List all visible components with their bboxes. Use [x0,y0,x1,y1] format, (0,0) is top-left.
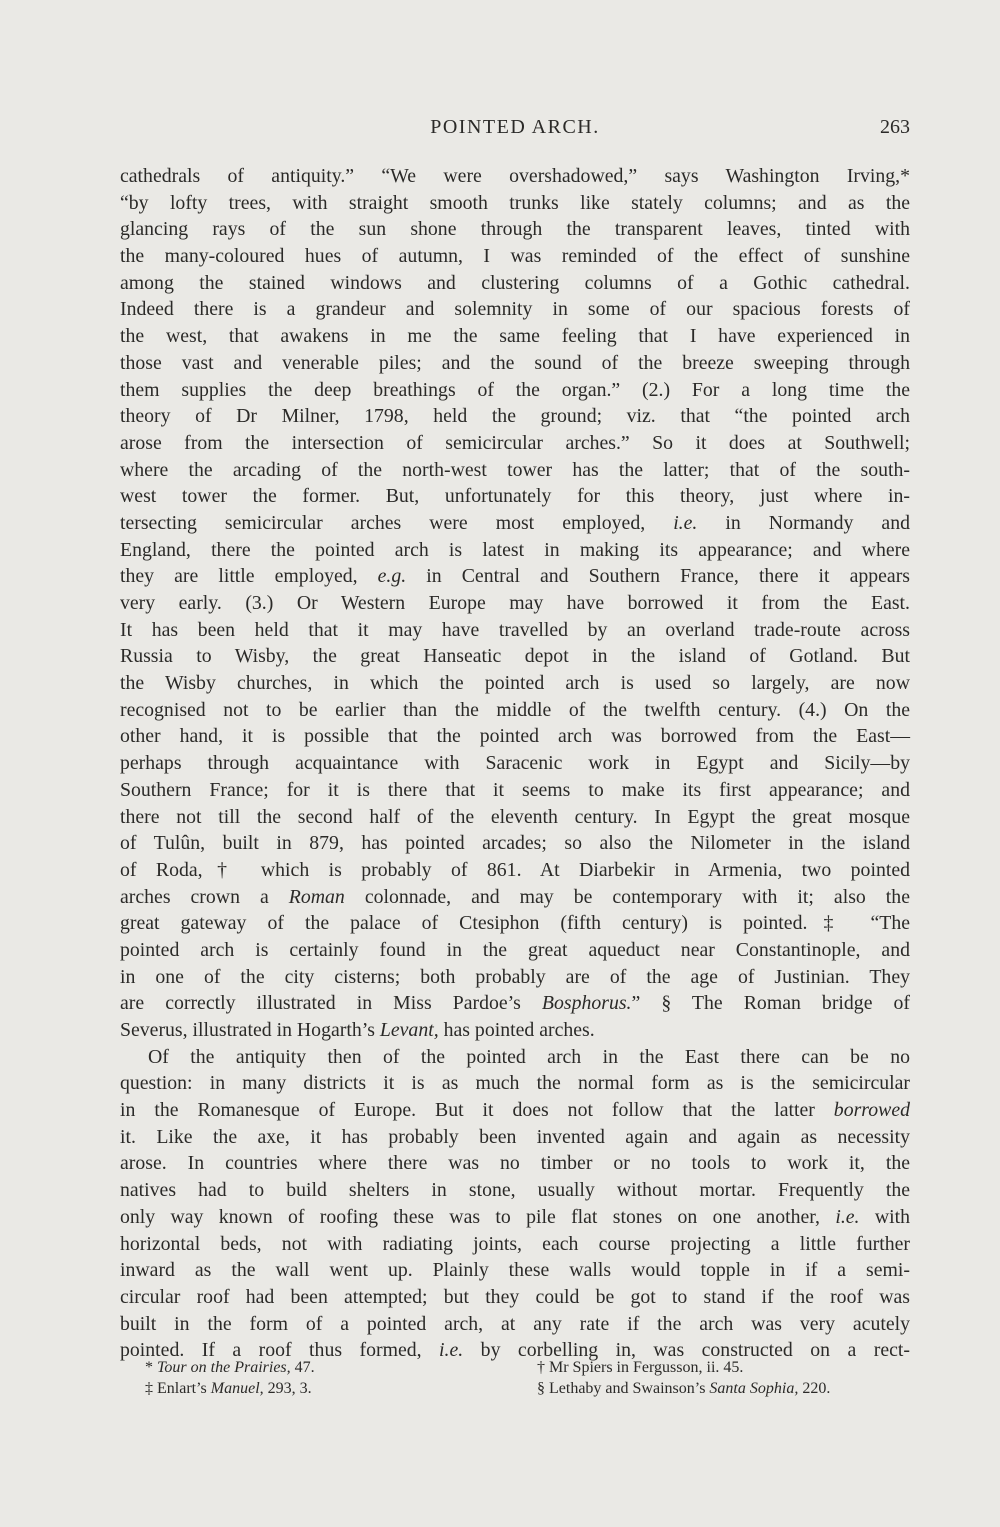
text-line: It has been held that it may have travelled by an overland trade-route across [120,618,910,641]
footnote-1: * Tour on the Prairies, 47. [145,1359,315,1376]
text-run: Severus, illustrated in Hogarth’s [120,1019,380,1041]
text-line: theory of Dr Milner, 1798, held the ground; viz. that “the pointed arch [120,405,910,428]
text-line: recognised not to be earlier than the middle of the twelfth century. (4.) On the [120,698,910,721]
text-line: the many-coloured hues of autumn, I was reminded of the effect of sunshine [120,245,910,268]
text-line: of Roda,† which is probably of 861. At Diarbekir in Armenia, two pointed [120,858,910,881]
footnote-4: § Lethaby and Swainson’s Santa Sophia, 220. [537,1380,831,1397]
italic-run: borrowed [833,1099,910,1122]
text-line: the Wisby churches, in which the pointed arch is used so largely, are now [120,672,910,695]
italic-run: Levant, [379,1019,439,1041]
text-line [120,1017,910,1044]
text-line [120,1097,910,1124]
text-run: colonnade, and may be contemporary with it; also the [344,885,910,908]
text-run: in the Romanesque of Europe. But it does not follow that the latter [120,1099,834,1122]
text-line: natives had to build shelters in stone, usually without mortar. Frequently the [120,1179,910,1202]
text-line: other hand, it is possible that the pointed arch was borrowed from the East— [120,725,910,748]
text-line: those vast and venerable piles; and the sound of the breeze sweeping through [120,351,910,374]
text-run: arches crown a [120,885,289,908]
text-run: are correctly illustrated in Miss Pardoe’s [120,992,542,1015]
text-line: question: in many districts it is as much the normal form as is the semicircular [120,1072,910,1095]
running-head [120,116,910,146]
text-line: west tower the former. But, unfortunately for this theory, just where in- [120,485,910,508]
body-text [120,163,910,1364]
italic-run: i.e. [835,1205,860,1228]
text-line: perhaps through acquaintance with Saracenic work in Egypt and Sicily—by [120,752,910,775]
text-line: Indeed there is a grandeur and solemnity in some of our spacious forests of [120,298,910,321]
text-run: with [859,1205,910,1228]
text-line: very early. (3.) Or Western Europe may have borrowed it from the East. [120,592,910,614]
text-line: Of the antiquity then of the pointed arch in the East there can be no [148,1045,910,1068]
text-line: Russia to Wisby, the great Hanseatic depot in the island of Gotland. But [120,645,910,668]
text-line: Southern France; for it is there that it seems to make its first appearance; and [120,778,910,801]
text-line: in one of the city cisterns; both probably are of the age of Justinian. They [120,965,910,988]
running-head-title: POINTED ARCH. [430,116,600,138]
text-line: pointed arch is certainly found in the great aqueduct near Constantinople, and [120,938,910,961]
text-line: England, there the pointed arch is latest in making its appearance; and where [120,538,910,561]
text-line [120,510,910,537]
page-number: 263 [880,116,910,138]
text-line: them supplies the deep breathings of the organ.” (2.) For a long time the [120,378,910,401]
text-line: arose. In countries where there was no timber or no tools to work it, the [120,1152,910,1175]
text-run: they are little employed, [120,565,378,588]
italic-run: Roman [288,885,345,908]
text-line [120,1204,910,1231]
text-run: by corbelling in, was constructed on a rect- [463,1339,911,1362]
text-line: glancing rays of the sun shone through the transparent leaves, tinted with [120,218,910,241]
text-run: pointed. If a roof thus formed, [120,1339,440,1362]
text-line: inward as the wall went up. Plainly these walls would topple in if a semi- [120,1259,910,1282]
text-run: tersecting semicircular arches were most employed, [120,511,674,534]
text-run: in Normandy and [697,511,910,534]
text-line: circular roof had been attempted; but they could be got to stand if the roof was [120,1285,910,1308]
text-line: arose from the intersection of semicircular arches.” So it does at Southwell; [120,431,910,454]
footnote-3: ‡ Enlart’s Manuel, 293, 3. [145,1380,312,1397]
text-line: great gateway of the palace of Ctesiphon (fifth century) is pointed.‡ “The [120,912,910,935]
italic-run: e.g. [377,565,407,588]
text-run: has pointed arches. [438,1019,595,1041]
text-line: cathedrals of antiquity.” “We were overshadowed,” says Washington Irving,* [120,165,910,187]
text-line [120,563,910,590]
text-line: the west, that awakens in me the same feeling that I have experienced in [120,325,910,348]
text-line: among the stained windows and clustering columns of a Gothic cathedral. [120,271,910,294]
text-run: ” § The Roman bridge of [631,992,911,1015]
text-line: “by lofty trees, with straight smooth trunks like stately columns; and as the [120,191,910,214]
italic-run: Bosphorus. [541,992,632,1015]
text-line: there not till the second half of the eleventh century. In Egypt the great mosque [120,805,910,828]
text-line: it. Like the axe, it has probably been invented again and again as necessity [120,1125,910,1148]
italic-run: i.e. [673,511,698,534]
text-run: only way known of roofing these was to pile flat stones on one another, [120,1205,836,1228]
italic-run: i.e. [439,1339,464,1362]
text-line [120,990,910,1017]
text-line [120,884,910,911]
text-line: horizontal beds, not with radiating joints, each course projecting a little further [120,1232,910,1255]
text-line: where the arcading of the north-west tower has the latter; that of the south- [120,458,910,481]
text-line: built in the form of a pointed arch, at any rate if the arch was very acutely [120,1312,910,1335]
text-run: in Central and Southern France, there it appears [406,565,910,588]
footnote-2: † Mr Spiers in Fergusson, ii. 45. [537,1359,744,1376]
text-line: of Tulûn, built in 879, has pointed arcades; so also the Nilometer in the island [120,832,910,855]
